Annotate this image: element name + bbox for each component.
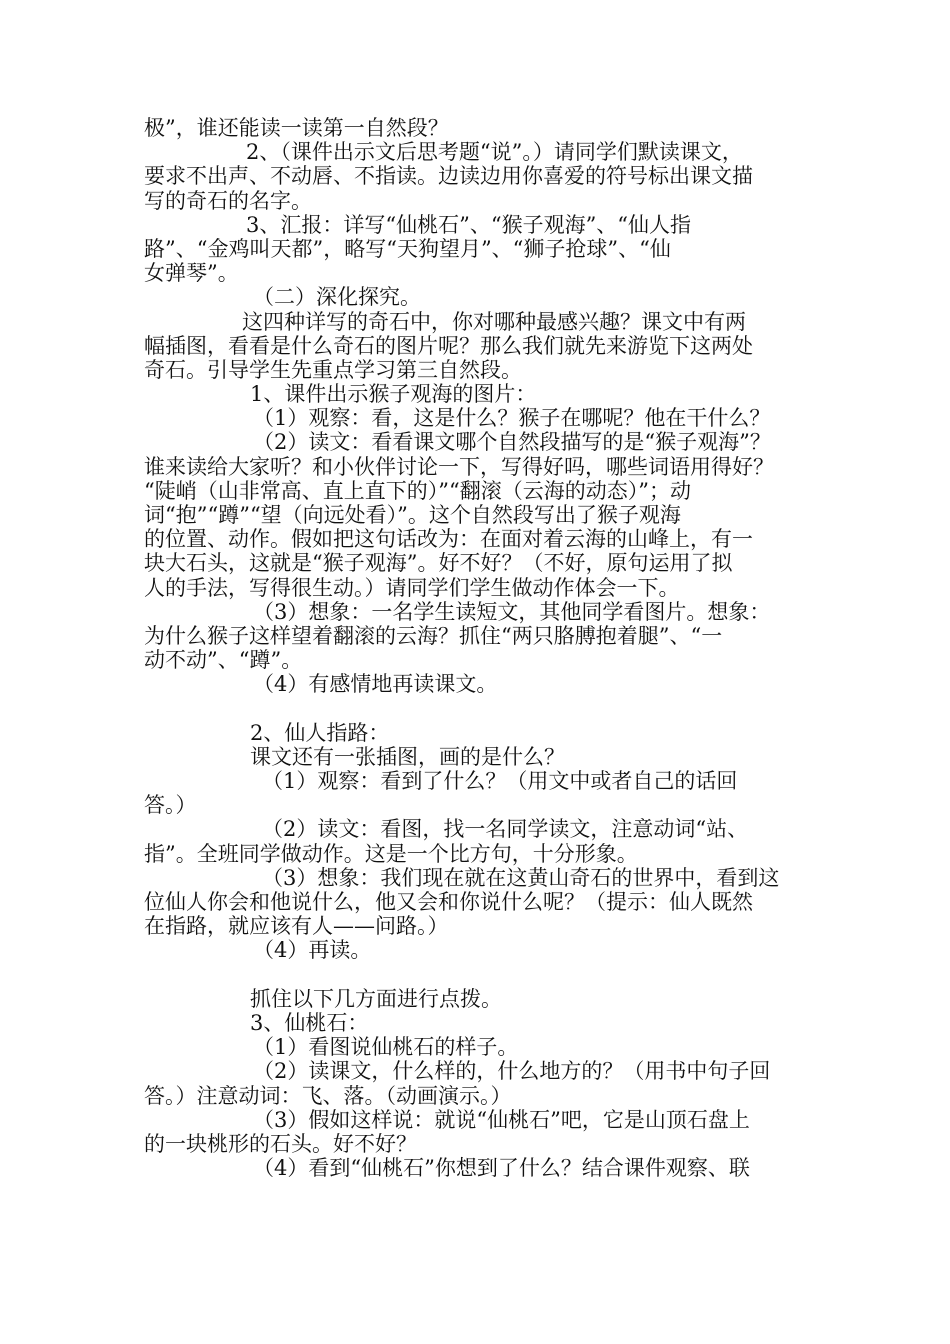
- text-line: 词“抱”“蹲”“望（向远处看）”。这个自然段写出了猴子观海: [144, 503, 681, 527]
- text-line: 人的手法，写得很生动。）请同学们学生做动作体会一下。: [144, 575, 680, 600]
- text-line: 写的奇石的名字。: [144, 188, 312, 213]
- text-line: 抓住以下几方面进行点拨。: [250, 986, 502, 1011]
- text-line: 课文还有一张插图，画的是什么？: [250, 744, 565, 769]
- text-line: 幅插图，看看是什么奇石的图片呢？那么我们就先来游览下这两处: [144, 333, 753, 358]
- text-line: 2、（课件出示文后思考题“说”。）请同学们默读课文，: [246, 140, 743, 165]
- text-line: 路”、“金鸡叫天都”，略写“天狗望月”、“狮子抢球”、“仙: [144, 236, 671, 261]
- text-line: 的位置、动作。假如把这句话改为：在面对着云海的山峰上，有一: [144, 527, 753, 552]
- text-line: 这四种详写的奇石中，你对哪种最感兴趣？课文中有两: [242, 309, 746, 334]
- text-line: （4）再读。: [253, 938, 372, 963]
- document-page: [144, 116, 814, 1180]
- text-line: （3）想象：我们现在就在这黄山奇石的世界中，看到这: [262, 865, 780, 890]
- text-line: （2）读文：看看课文哪个自然段描写的是“猴子观海”？: [253, 430, 771, 455]
- text-line: 块大石头，这就是“猴子观海”。好不好？（不好，原句运用了拟: [144, 551, 733, 576]
- text-line: 指”。全班同学做动作。这是一个比方句，十分形象。: [144, 841, 638, 866]
- text-line: （3）想象：一名学生读短文，其他同学看图片。想象：: [253, 599, 771, 624]
- text-line: （3）假如这样说：就说“仙桃石”吧，它是山顶石盘上: [253, 1107, 750, 1132]
- text-line: 动不动”、“蹲”。: [144, 648, 303, 673]
- text-line: 谁来读给大家听？和小伙伴讨论一下，写得好吗，哪些词语用得好？: [144, 454, 774, 479]
- text-line: 在指路，就应该有人——问路。）: [144, 914, 449, 939]
- text-line: 2、仙人指路：: [250, 720, 390, 745]
- text-line: 1、课件出示猴子观海的图片：: [250, 382, 537, 407]
- text-line: 答。）: [144, 793, 197, 818]
- text-line: （1）观察：看到了什么？（用文中或者自己的话回: [262, 769, 738, 794]
- section-heading: （二）深化探究。: [253, 285, 421, 310]
- text-line: （1）观察：看，这是什么？猴子在哪呢？他在干什么？: [253, 406, 771, 431]
- text-line: （2）读文：看图，找一名同学读文，注意动词“站、: [262, 817, 749, 842]
- text-line: （4）有感情地再读课文。: [253, 672, 498, 697]
- text-line: （4）看到“仙桃石”你想到了什么？结合课件观察、联: [253, 1156, 750, 1181]
- text-line: 为什么猴子这样望着翻滚的云海？抓住“两只胳膊抱着腿”、“一: [144, 623, 723, 648]
- text-line: 女弹琴”。: [144, 261, 239, 286]
- text-line: 3、汇报：详写“仙桃石”、“猴子观海”、“仙人指: [246, 212, 692, 237]
- text-line: （2）读课文，什么样的，什么地方的？（用书中句子回: [253, 1059, 771, 1084]
- text-line: 极”，谁还能读一读第一自然段？: [144, 116, 449, 140]
- text-line: 要求不出声、不动唇、不指读。边读边用你喜爱的符号标出课文描: [144, 164, 753, 189]
- text-line: 答。）注意动词：飞、落。（动画演示。）: [144, 1083, 512, 1108]
- text-line: 的一块桃形的石头。好不好？: [144, 1131, 417, 1156]
- text-line: 位仙人你会和他说什么，他又会和你说什么呢？（提示：仙人既然: [144, 890, 753, 914]
- text-line: 奇石。引导学生先重点学习第三自然段。: [144, 357, 522, 382]
- text-line: （1）看图说仙桃石的样子。: [253, 1035, 519, 1060]
- text-line: “陡峭（山非常高、直上直下的）”“翻滚（云海的动态）”；动: [144, 478, 691, 503]
- blank-line: [144, 963, 814, 987]
- blank-line: [144, 697, 814, 721]
- text-line: 3、仙桃石：: [250, 1010, 369, 1035]
